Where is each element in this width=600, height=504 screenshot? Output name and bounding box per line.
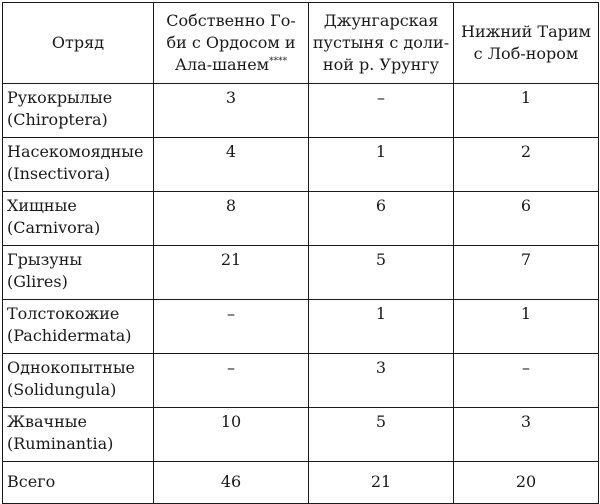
count-gobi: 10 bbox=[154, 408, 309, 462]
count-dzungaria: – bbox=[309, 84, 454, 138]
header-row bbox=[3, 3, 599, 84]
count-tarim: – bbox=[454, 354, 599, 408]
order-name: Рукокрылые (Chiroptera) bbox=[3, 84, 154, 138]
count-tarim: 1 bbox=[454, 84, 599, 138]
total-label: Всего bbox=[3, 462, 154, 504]
total-dzungaria: 21 bbox=[309, 462, 454, 504]
footnote-mark: **** bbox=[269, 56, 288, 67]
order-name: Однокопытные (Solidungula) bbox=[3, 354, 154, 408]
count-gobi: 4 bbox=[154, 138, 309, 192]
order-name: Хищные (Carnivora) bbox=[3, 192, 154, 246]
count-gobi: 8 bbox=[154, 192, 309, 246]
count-gobi: – bbox=[154, 354, 309, 408]
header-dzungaria: Джунгарская пустыня с доли- ной р. Урунгу bbox=[309, 3, 454, 84]
total-tarim: 20 bbox=[454, 462, 599, 504]
table-row bbox=[3, 246, 599, 300]
count-dzungaria: 1 bbox=[309, 300, 454, 354]
order-name: Грызуны (Glires) bbox=[3, 246, 154, 300]
total-row bbox=[3, 462, 599, 504]
table-row bbox=[3, 192, 599, 246]
order-name: Толстокожие (Pachidermata) bbox=[3, 300, 154, 354]
count-tarim: 2 bbox=[454, 138, 599, 192]
count-tarim: 7 bbox=[454, 246, 599, 300]
count-gobi: 3 bbox=[154, 84, 309, 138]
total-gobi: 46 bbox=[154, 462, 309, 504]
table-row bbox=[3, 84, 599, 138]
table-row bbox=[3, 138, 599, 192]
count-dzungaria: 5 bbox=[309, 408, 454, 462]
table-row bbox=[3, 408, 599, 462]
count-dzungaria: 3 bbox=[309, 354, 454, 408]
count-gobi: – bbox=[154, 300, 309, 354]
header-order: Отряд bbox=[3, 3, 154, 84]
order-name: Жвачные (Ruminantia) bbox=[3, 408, 154, 462]
order-name: Насекомоядные (Insectivora) bbox=[3, 138, 154, 192]
table-row bbox=[3, 354, 599, 408]
count-tarim: 3 bbox=[454, 408, 599, 462]
count-dzungaria: 1 bbox=[309, 138, 454, 192]
count-dzungaria: 5 bbox=[309, 246, 454, 300]
fauna-table bbox=[2, 2, 599, 504]
count-tarim: 1 bbox=[454, 300, 599, 354]
header-tarim: Нижний Тарим с Лоб-нором bbox=[454, 3, 599, 84]
count-tarim: 6 bbox=[454, 192, 599, 246]
count-gobi: 21 bbox=[154, 246, 309, 300]
header-gobi: Собственно Го- би с Ордосом и Ала-шанем**** bbox=[154, 3, 309, 84]
table-row bbox=[3, 300, 599, 354]
count-dzungaria: 6 bbox=[309, 192, 454, 246]
